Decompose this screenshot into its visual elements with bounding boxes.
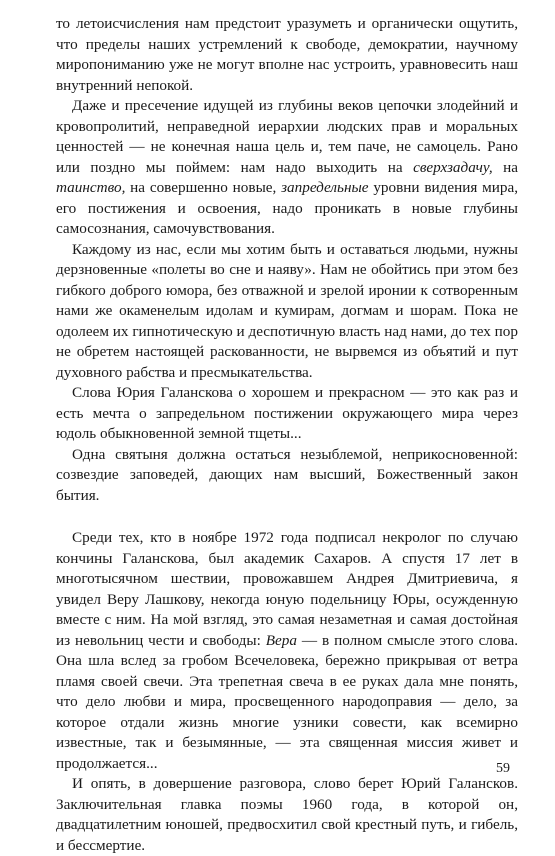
body-text bbox=[56, 14, 518, 856]
text-run: Слова Юрия Галанскова о хорошем и прекрасном — это как раз и есть мечта о запредельном постижении окружающего мира через юдоль обыкновенной земной тщеты... bbox=[56, 384, 518, 442]
paragraph bbox=[56, 240, 518, 384]
paragraph bbox=[56, 383, 518, 445]
italic-run: запредельные bbox=[281, 179, 369, 196]
text-run: Одна святыня должна остаться незыблемой, неприкосновенной: созвездие заповедей, дающих нам высший, Божественный закон бытия. bbox=[56, 445, 518, 504]
page-number: 59 bbox=[496, 761, 510, 776]
text-run: на совершенно новые, bbox=[125, 179, 282, 196]
paragraph bbox=[56, 14, 518, 96]
paragraph bbox=[56, 96, 518, 240]
paragraph bbox=[56, 774, 518, 856]
italic-run: таинство, bbox=[56, 179, 126, 196]
text-run: на bbox=[492, 158, 518, 176]
italic-run: Вера bbox=[265, 631, 297, 649]
paragraph bbox=[56, 528, 518, 774]
text-run: И опять, в довершение разговора, слово берет Юрий Галансков. Заключительная главка поэмы 1960 года, в которой он, двадцатилетним юношей, предвосхитил свой крестный путь, и гибель, и бессмертие. bbox=[56, 775, 518, 854]
section-break bbox=[56, 506, 518, 528]
text-run: Среди тех, кто в ноябре 1972 года подписал некролог по случаю кончины Галанскова, был академик Сахаров. А спустя 17 лет в многотысячном шествии, провожавшем Андрея Дмитриевича, я увидел Веру Лашкову, некогда юную подельницу Юры, осужденную вместе с ним. На мой взгляд, это самая незаметная и самая достойная из невольниц чести и свободы: bbox=[56, 529, 518, 649]
paragraph bbox=[56, 445, 518, 507]
text-run: — в полном смысле этого слова. Она шла вслед за гробом Всечеловека, бережно прикрывая от ветра пламя своей свечи. Эта трепетная свеча в ее руках дала мне понять, что дело любви и мира, просвещенного народоправия — дело, за которое отдали жизнь многие узники совести, как всемирно известные, так и безымянные, — эта священная миссия живет и продолжается... bbox=[56, 631, 518, 772]
text-run: то летоисчисления нам предстоит уразуметь и органически ощутить, что пределы наших устремлений к свободе, демократии, научному миропониманию уже не могут вполне нас устроить, уравновесить наш внутренний непокой. bbox=[56, 15, 518, 94]
text-run: Даже и пресечение идущей из глубины веков цепочки злодейний и кровопролитий, неправедной иерархии людских прав и моральных ценностей — не конечная наша цель и, тем паче, не самоцель. Рано или поздно мы поймем: нам надо выходить на bbox=[56, 97, 518, 176]
italic-run: сверхзадачу, bbox=[413, 158, 493, 176]
text-run: уровни видения мира, его постижения и освоения, надо проникать в новые глубины самосознания, самочувствования. bbox=[56, 179, 518, 237]
text-run: Каждому из нас, если мы хотим быть и оставаться людьми, нужны дерзновенные «полеты во сне и наяву». Нам не обойтись при этом без гибкого доброго юмора, без отважной и зрелой иронии к сотворенным нами же окаменелым идолам и кумирам, догмам и шорам. Пока не одолеем их гипнотическую и деспотичную власть над нами, до тех пор не обретем настоящей раскованности, не вырвемся из объятий и пут духовного рабства и пресмыкательства. bbox=[56, 240, 518, 381]
